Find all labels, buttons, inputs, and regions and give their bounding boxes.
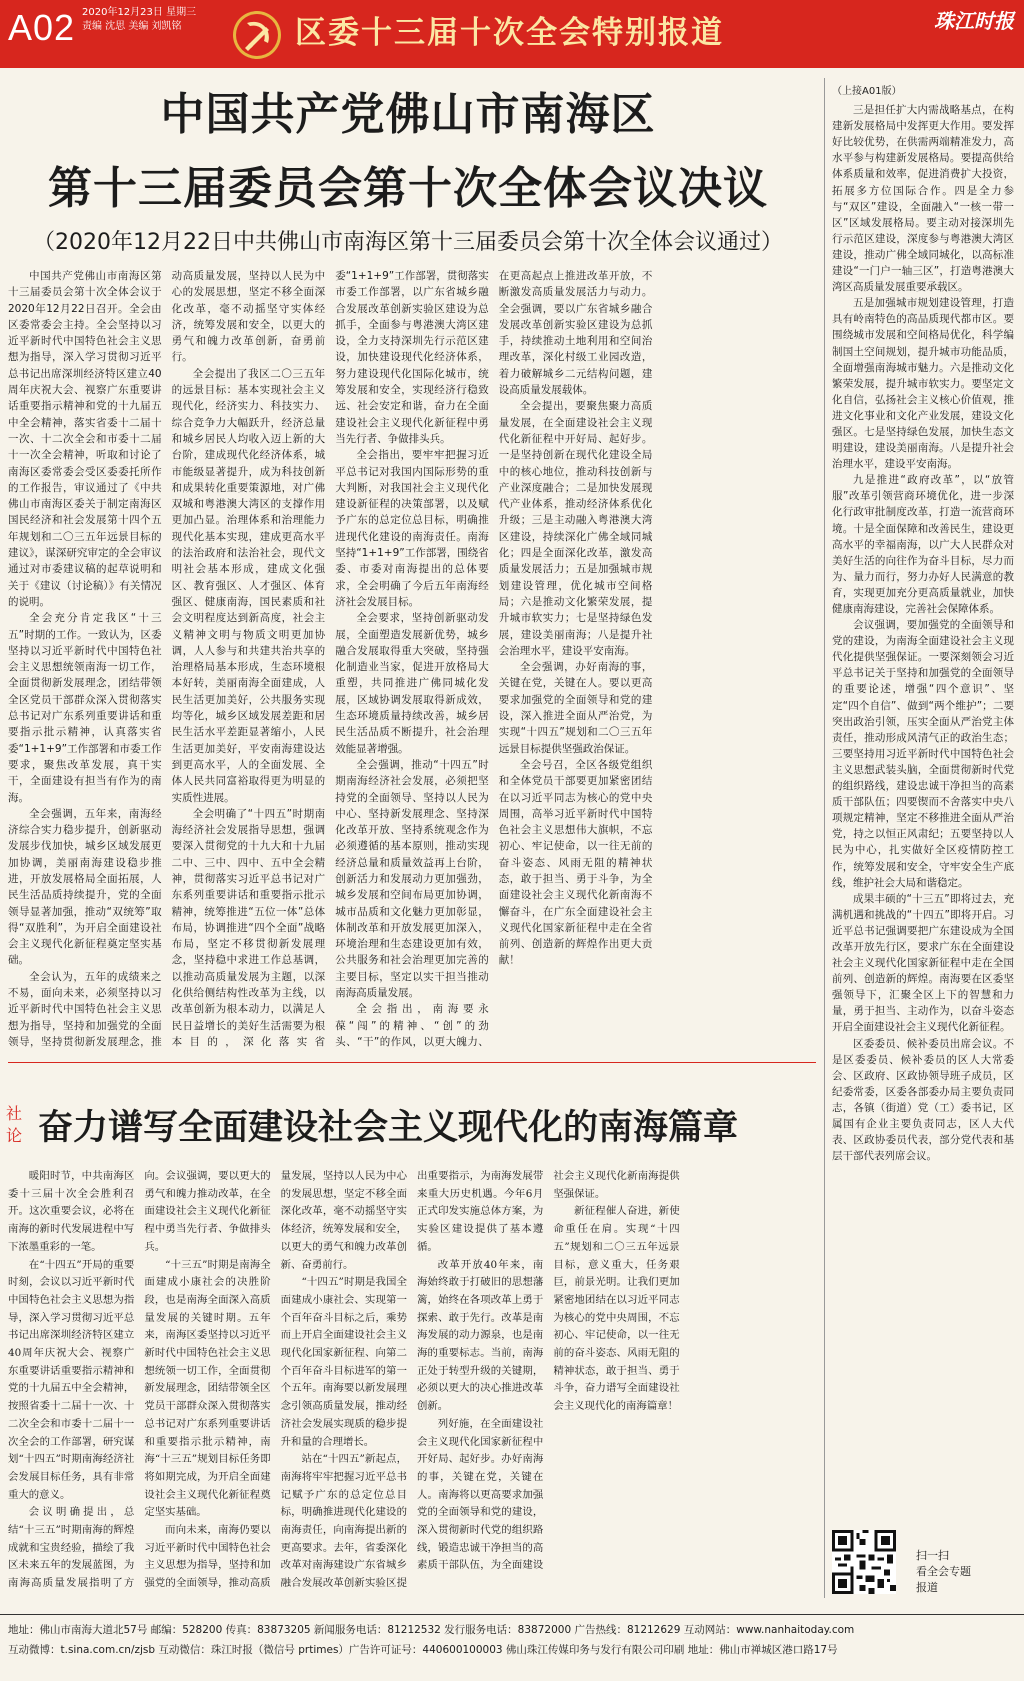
footer-contact-line: 地址：佛山市南海大道北57号 邮编：528200 传真：83873205 新闻服务电话：81212532 发行服务电话：83872000 广告热线：81212629 互动网站：www.nanhaitoday.com bbox=[8, 1624, 855, 1636]
article-paragraph: 全会提出，要聚焦聚力高质量发展，在全面建设社会主义现代化新征程中开好局、起好步。一是坚持创新在现代化建设全局中的核心地位，推动科技创新与产业深度融合；二是加快发展现代产业体系，推动经济体系优化升级；三是主动融入粤港澳大湾区建设，持续深化广佛全域同城化；四是全面深化改革，激发高质量发展活力；五是加强城市规划建设管理，优化城市空间格局；六是推动文化繁荣发展，提升城市软实力；七是坚持绿色发展，建设美丽南海；八是提升社会治理水平，建设平安南海。 bbox=[498, 400, 653, 657]
editorial-paragraph: 新征程催人奋进，新使命重任在肩。实现“十四五”规划和二〇三五年远景目标，意义重大，任务艰巨，前景光明。让我们更加紧密地团结在以习近平同志为核心的党中央周围，不忘初心、牢记使命，以一往无前的奋斗姿态、风雨无阻的精神状态，敢于担当、勇于斗争，奋力谱写全面建设社会主义现代化的南海篇章！ bbox=[553, 1205, 680, 1413]
editorial-paragraph: 而向未来，南海仍要以习近平新时代中国特色社会主义思想为指导，坚持和加强党的全面领导，推动高质量发展，坚持以人民为中心的发展思想，坚定不移全面深化改革，毫不动摇坚守实体经济，统筹发展和安全，以更大的勇气和魄力改革创新、奋勇前行。 bbox=[144, 1170, 407, 1590]
party-emblem-icon bbox=[232, 10, 282, 60]
editorial-paragraph: 会议明确提出，总结“十三五”时期南海的辉煌成就和宝贵经验，描绘了我区未来五年的发展蓝图，为南海高质量发展指明了方向。会议强调，要以更大的勇气和魄力推动改革，在全面建设社会主义现代化新征程中勇当先行者、争做排头兵。 bbox=[8, 1170, 271, 1590]
continuation-column bbox=[832, 84, 1014, 1478]
continuation-body bbox=[832, 102, 1014, 1478]
article-headline bbox=[8, 78, 808, 226]
column-divider bbox=[824, 78, 825, 1598]
continuation-paragraph: 五是加强城市规划建设管理，打造具有岭南特色的高品质现代都市区。要围绕城市发展和空间格局优化，科学编制国土空间规划，提升城市功能品质，全面增强南海城市魅力。六是推动文化繁荣发展，提升城市软实力。要坚定文化自信，弘扬社会主义核心价值观，推进文化事业和文化产业发展，建设文化强区。七是坚持绿色发展，加快生态文明建设，建设美丽南海。八是提升社会治理水平，建设平安南海。 bbox=[832, 297, 1014, 471]
editorial-paragraph: 在“十四五”开局的重要时刻，会议以习近平新时代中国特色社会主义思想为指导，深入学习贯彻习近平总书记出席深圳经济特区建立40周年庆祝大会、视察广东重要讲话重要指示精神和党的十九届五中全会精神，按照省委十二届十一次、十二次全会和市委十二届十一次全会的工作部署，研究谋划“十四五”时期南海经济社会发展目标任务，具有非常重大的意义。 bbox=[8, 1258, 135, 1501]
article-paragraph: 全会强调，办好南海的事，关键在党，关键在人。要以更高要求加强党的全面领导和党的建设，深入推进全面从严治党，为实现“十四五”规划和二〇三五年远景目标提供坚强政治保证。 bbox=[498, 661, 653, 755]
editorial-body bbox=[8, 1168, 816, 1596]
article-paragraph: 全会认为，五年的成绩来之不易，面向未来，必须坚持以习近平新时代中国特色社会主义思想为指导，坚持和加强党的全面领导，坚持贯彻新发展理念，推动高质量发展，坚持以人民为中心的发展思想，坚定不移全面深化改革，毫不动摇坚守实体经济，统筹发展和安全，以更大的勇气和魄力改革创新，奋勇前行。 bbox=[8, 270, 326, 1048]
article-paragraph: 全会提出了我区二〇三五年的远景目标：基本实现社会主义现代化，经济实力、科技实力、综合竞争力大幅跃升，经济总量和城乡居民人均收入迈上新的大台阶，建成现代化经济体系，城市能级显著提升，成为科技创新和成果转化重要策源地，对广佛双城和粤港澳大湾区的支撑作用更加凸显。治理体系和治理能力现代化基本实现，建成更高水平的法治政府和法治社会，现代文明社会基本形成，建成文化强区、教育强区、人才强区、体育强区、健康南海，国民素质和社会文明程度达到新高度，社会主义精神文明与物质文明更加协调，人人参与和共建共治共享的治理格局基本形成，生态环境根本好转，美丽南海全面建成，人民生活更加美好，公共服务实现均等化，城乡区域发展差距和居民生活水平差距显著缩小，人民生活更加美好，平安南海建设达到更高水平，人的全面发展、全体人民共同富裕取得更为明显的实质性进展。 bbox=[171, 367, 326, 804]
editorial-paragraph: 暖阳时节，中共南海区委十三届十次全会胜利召开。这次重要会议，必将在南海的新时代发展进程中写下浓墨重彩的一笔。 bbox=[8, 1170, 135, 1253]
editorial-title: 奋力谱写全面建设社会主义现代化的南海篇章 bbox=[38, 1108, 739, 1148]
continuation-paragraph: 区委委员、候补委员出席会议。不是区委委员、候补委员的区人大常委会、区政府、区政协领导班子成员，区纪委常委，区委各部委办局主要负责同志，各镇（街道）党（工）委书记，区属国有企业主要负责同志，区人大代表、区政协委员代表，部分党代表和基层干部代表列席会议。 bbox=[832, 1037, 1014, 1163]
dateline bbox=[82, 6, 196, 34]
article-paragraph: 全会强调，推动“十四五”时期南海经济社会发展，必须把坚持党的全面领导、坚持以人民为中心、坚持新发展理念、坚持深化改革开放、坚持系统观念作为必须遵循的基本原则，推动实现经济总量和质量效益再上台阶，创新活力和发展动力更加强劲，城乡发展和空间布局更加协调，城市品质和文化魅力更加彰显，体制改革和开放发展更加深入，环境治理和生态建设更加有效，公共服务和社会治理更加完善的主要目标，坚定以实干担当推动南海高质量发展。 bbox=[335, 758, 489, 1000]
editorial-paragraph: 列好施，在全面建设社会主义现代化国家新征程中开好局、起好步。办好南海的事，关键在党，关键在人。南海将以更高要求加强党的全面领导和党的建设，深入贯彻新时代党的组织路线，锻造忠诚干净担当的高素质干部队伍，为全面建设社会主义现代化新南海提供坚强保证。 bbox=[416, 1170, 680, 1572]
article-paragraph: 全会指出，要牢牢把握习近平总书记对我国内国际形势的重大判断，对我国社会主义现代化建设新征程的决策部署，以及赋予广东的总定位总目标，明确推进现代化建设的南海责任。南海坚持“1+1+9”工作部署，围绕省委、市委对南海提出的总体要求，全会明确了今后五年南海经济社会发展目标。 bbox=[335, 449, 489, 608]
masthead-logo: 珠江时报 bbox=[934, 9, 1014, 33]
qr-caption bbox=[916, 1548, 971, 1596]
article-paragraph: 全会要求，坚持创新驱动发展，全面塑造发展新优势，城乡融合发展取得重大突破，坚持强化制造业当家，促进开放格局大重塑，共同推进广佛同城化发展，区域协调发展取得新成效，生态环境质量持续改善，城乡居民生活品质不断提升，社会治理效能显著增强。 bbox=[335, 612, 489, 755]
article-paragraph: 全会充分肯定我区“十三五”时期的工作。一致认为，区委坚持以习近平新时代中国特色社会主义思想统领南海一切工作，全面贯彻新发展理念，团结带领全区党员干部群众深入贯彻落实总书记对广东系列重要讲话和重要指示批示精神，认真落实省委“1+1+9”工作部署和市委工作要求，聚焦改革发展，真干实干，全面建设有担当有作为的南海。 bbox=[8, 612, 162, 804]
qr-caption-line: 扫一扫 bbox=[916, 1549, 949, 1562]
publication-date: 2020年12月23日 星期三 bbox=[82, 7, 197, 18]
footer-contact-line: 互动微博：t.sina.com.cn/zjsb 互动微信：珠江时报（微信号 prtimes）广告许可证号：440600100003 佛山珠江传媒印务与发行有限公司印刷 地址：佛山市禅城区港口路17号 bbox=[8, 1644, 838, 1656]
footer bbox=[8, 1620, 1018, 1660]
section-divider bbox=[8, 1062, 816, 1063]
qr-caption-line: 报道 bbox=[916, 1581, 938, 1594]
article-paragraph: 全会指出，南海要永葆“闯”的精神、“创”的劲头、“干”的作风，以更大魄力、在更高起点上推进改革开放，不断激发高质量发展活力与动力。全会强调，要以广东省城乡融合发展改革创新实验区建设为总抓手，持续推动土地利用和空间治理改革，深化村级工业园改造，着力破解城乡二元结构问题，建设高质量发展载体。 bbox=[335, 270, 653, 1048]
editorial-paragraph: 站在“十四五”新起点，南海将牢牢把握习近平总书记赋予广东的总定位总目标，明确推进现代化建设的南海责任，向南海提出新的更高要求。去年，省委深化改革对南海建设广东省城乡融合发展改革创新实验区提出重要指示，为南海发展带来重大历史机遇。今年6月正式印发实施总体方案，为实验区建设提供了基本遵循。 bbox=[280, 1170, 544, 1590]
continuation-note: （上接A01版） bbox=[832, 86, 902, 97]
headline-line-2: 第十三届委员会第十次全体会议决议 bbox=[48, 163, 768, 214]
editorial-paragraph: “十三五”时期是南海全面建成小康社会的决胜阶段，也是南海全面深入高质量发展的关键时期。五年来，南海区委坚持以习近平新时代中国特色社会主义思想统领一切工作，全面贯彻新发展理念，团结带领全区党员干部群众深入贯彻落实总书记对广东系列重要讲话和重要指示批示精神，南海“十三五”规划目标任务即将如期完成，为开启全面建设社会主义现代化新征程奠定坚实基础。 bbox=[144, 1258, 271, 1519]
editorial-tag: 社论 bbox=[5, 1104, 22, 1145]
editorial-paragraph: 改革开放40年来，南海始终敢于打破旧的思想藩篱，始终在各项改革上勇于探索、敢于先行。改革是南海发展的动力源泉，也是南海的重要标志。当前，南海正处于转型升级的关键期，必须以更大的决心推进改革创新。 bbox=[416, 1258, 544, 1413]
qr-code-icon[interactable] bbox=[832, 1530, 896, 1594]
qr-caption-line: 看全会专题 bbox=[916, 1565, 971, 1578]
footer-divider bbox=[0, 1614, 1024, 1615]
article-paragraph: 中国共产党佛山市南海区第十三届委员会第十次全体会议于2020年12月22日召开。全会由区委常委会主持。全会坚持以习近平新时代中国特色社会主义思想为指导，深入学习贯彻习近平总书记出席深圳经济特区建立40周年庆祝大会、视察广东重要讲话重要指示精神和党的十九届五中全会精神，落实省委十二届十一次、十二次全会和市委十二届十一次全会精神，听取和讨论了南海区委常委会受区委委托所作的工作报告，审议通过了《中共佛山市南海区委关于制定南海区国民经济和社会发展第十四个五年规划和二〇三五年远景目标的建议》，谋深研究审定的全会审议通过对市委建议稿的起草说明和关于《建议（讨论稿）》有关情况的说明。 bbox=[8, 270, 162, 608]
banner-title: 区委十三届十次全会特别报道 bbox=[295, 15, 724, 51]
article-paragraph: 全会号召，全区各级党组织和全体党员干部要更加紧密团结在以习近平同志为核心的党中央周围，高举习近平新时代中国特色社会主义思想伟大旗帜，不忘初心、牢记使命，以一往无前的奋斗姿态、风雨无阻的精神状态，敢于担当、勇于斗争，为全面建设社会主义现代化新南海不懈奋斗，在广东全面建设社会主义现代化国家新征程中走在全省前列、创造新的辉煌作出更大贡献！ bbox=[498, 758, 653, 967]
headline-line-1: 中国共产党佛山市南海区 bbox=[160, 89, 656, 140]
editor-credits: 责编 沈思 美编 刘凯铭 bbox=[82, 21, 182, 32]
editorial-paragraph: “十四五”时期是我国全面建成小康社会、实现第一个百年奋斗目标之后，乘势而上开启全面建设社会主义现代化国家新征程、向第二个百年奋斗目标进军的第一个五年。南海要以新发展理念引领高质量发展，推动经济社会发展实现质的稳步提升和量的合理增长。 bbox=[280, 1276, 407, 1448]
continuation-paragraph: 成果丰硕的“十三五”即将过去，充满机遇和挑战的“十四五”即将开启。习近平总书记强调要把广东建设成为全国改革开放先行区，要求广东在全面建设社会主义现代化国家新征程中走在全国前列、创造新的辉煌。南海要在区委坚强领导下，汇聚全区上下的智慧和力量，勇于担当、主动作为，以奋斗姿态开启全面建设社会主义现代化新征程。 bbox=[832, 892, 1014, 1034]
header-band bbox=[0, 0, 1024, 68]
qr-block bbox=[832, 1530, 1014, 1600]
continuation-paragraph: 三是担任扩大内需战略基点，在构建新发展格局中发挥更大作用。要发挥好比较优势，在供需两端精准发力，高水平参与构建新发展格局。要提高供给体系质量和效率，促进消费扩大投资，拓展多方位国际合作。四是全力参与“双区”建设，全面融入“一核一带一区”区域发展格局。要主动对接深圳先行示范区建设，深度参与粤港澳大湾区建设，推动广佛全域同城化，以高标准建设“一门户一轴三区”，打造粤港澳大湾区高质量发展重要承载区。 bbox=[832, 104, 1014, 294]
article-paragraph: 全会强调，五年来，南海经济综合实力稳步提升，创新驱动发展步伐加快，城乡区域发展更加协调，美丽南海建设稳步推进，开放发展格局全面拓展，人民生活品质持续提升，党的全面领导显著加强，推动“双统筹”取得“双胜利”，为开启全面建设社会主义现代化新征程奠定坚实基础。 bbox=[8, 807, 162, 967]
continuation-paragraph: 会议强调，要加强党的全面领导和党的建设，为南海全面建设社会主义现代化提供坚强保证。一要深刻领会习近平总书记关于坚持和加强党的全面领导的重要论述，增强“四个意识”、坚定“四个自信”、做到“两个维护”；二要突出政治引领，压实全面从严治党主体责任，推动形成风清气正的政治生态；三要坚持用习近平新时代中国特色社会主义思想武装头脑，全面贯彻新时代党的组织路线，建设忠诚干净担当的高素质干部队伍；四要锲而不舍落实中央八项规定精神，坚定不移推进全面从严治党，持之以恒正风肃纪；五要坚持以人民为中心，扎实做好全区疫情防控工作，统筹发展和安全，守牢安全生产底线，维护社会大局和谐稳定。 bbox=[832, 619, 1014, 889]
article-paragraph: 全会明确了“十四五”时期南海经济社会发展指导思想，强调要深入贯彻党的十九大和十九届二中、三中、四中、五中全会精神，贯彻落实习近平总书记对广东系列重要讲话和重要指示批示精神，统筹推进“五位一体”总体布局，协调推进“四个全面”战略布局，坚定不移贯彻新发展理念，坚持稳中求进工作总基调，以推动高质量发展为主题，以深化供给侧结构性改革为主线，以改革创新为根本动力，以满足人民日益增长的美好生活需要为根本目的，深化落实省委“1+1+9”工作部署，贯彻落实市委工作部署，以广东省城乡融合发展改革创新实验区建设为总抓手，全面参与粤港澳大湾区建设，全力支持深圳先行示范区建设，加快建设现代化经济体系，努力建设现代化国际化城市，统筹发展和安全，实现经济行稳致远、社会安定和谐，奋力在全面建设社会主义现代化新征程中勇当先行者、争做排头兵。 bbox=[171, 270, 489, 1048]
continuation-paragraph: 九是推进“政府改革”，以“放管服”改革引领营商环境优化，进一步深化行政审批制度改革，打造一流营商环境。十是全面保障和改善民生，建设更高水平的幸福南海，以广大人民群众对美好生活的向往作为奋斗目标，尽力而为、量力而行，努力办好人民满意的教育，实现更加充分更高质量就业，加快健康南海建设，完善社会保障体系。 bbox=[832, 474, 1014, 615]
article-body bbox=[8, 268, 816, 1058]
page-number: A02 bbox=[8, 7, 76, 48]
article-subtitle: （2020年12月22日中共佛山市南海区第十三届委员会第十次全体会议通过） bbox=[33, 230, 783, 255]
